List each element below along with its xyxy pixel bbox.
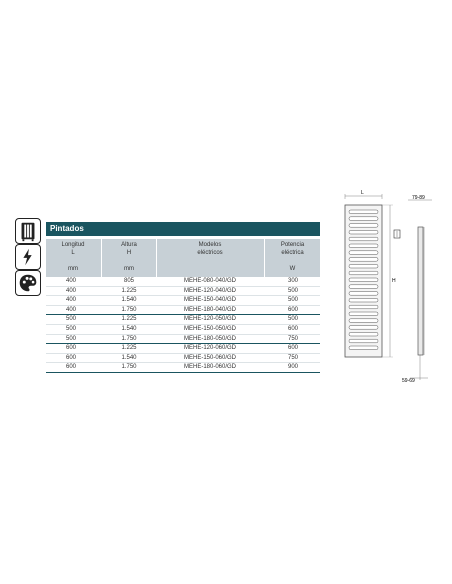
table-cell: 600 xyxy=(65,354,76,361)
table-cell: 500 xyxy=(287,287,298,294)
table-cell: MEHE-120-060/GD xyxy=(183,345,237,352)
table-body xyxy=(46,277,320,373)
table-cell: 400 xyxy=(65,278,76,284)
table-cell: 500 xyxy=(287,316,298,323)
table-cell: MEHE-180-060/GD xyxy=(183,364,237,371)
spec-table xyxy=(46,222,320,373)
table-cell: 1.750 xyxy=(121,335,137,342)
table-row xyxy=(46,306,320,316)
table-cell: 600 xyxy=(287,306,298,313)
table-cell: 900 xyxy=(287,364,298,371)
table-cell: MEHE-150-040/GD xyxy=(183,297,237,304)
color-palette-icon xyxy=(15,270,41,296)
table-cell: 1.540 xyxy=(121,325,137,332)
table-row xyxy=(46,354,320,364)
table-cell: MEHE-180-050/GD xyxy=(183,335,237,342)
header-potencia: Potencia eléctrica W xyxy=(280,242,305,272)
radiator-slats xyxy=(349,210,378,350)
table-cell: 1.750 xyxy=(121,306,137,313)
table-cell: 1.540 xyxy=(121,297,137,304)
electric-bolt-icon xyxy=(15,244,41,270)
table-row xyxy=(46,277,320,287)
table-cell: 500 xyxy=(65,335,76,342)
header-modelos: Modelos eléctricos xyxy=(197,242,223,256)
table-header xyxy=(46,239,320,277)
table-row xyxy=(46,315,320,325)
dimension-l: L xyxy=(361,190,364,196)
table-cell: 600 xyxy=(65,345,76,352)
table-cell: 500 xyxy=(65,325,76,332)
table-cell: 805 xyxy=(123,278,134,284)
table-row xyxy=(46,325,320,335)
dimension-h: H xyxy=(392,278,396,284)
table-cell: 500 xyxy=(65,316,76,323)
table-cell: 600 xyxy=(287,345,298,352)
table-row xyxy=(46,287,320,297)
table-cell: 500 xyxy=(287,297,298,304)
radiator-icon xyxy=(15,218,41,244)
table-cell: 750 xyxy=(287,354,298,361)
table-cell: 1.750 xyxy=(121,364,137,371)
table-cell: 400 xyxy=(65,287,76,294)
table-cell: 400 xyxy=(65,306,76,313)
table-row xyxy=(46,335,320,345)
table-cell: MEHE-080-040/GD xyxy=(183,278,237,284)
table-title: Pintados xyxy=(46,222,320,236)
table-cell: 1.225 xyxy=(121,345,137,352)
table-cell: 1.225 xyxy=(121,287,137,294)
dimension-depth: 79-89 xyxy=(412,195,425,201)
table-cell: 600 xyxy=(65,364,76,371)
header-altura: Altura H mm xyxy=(121,242,137,272)
table-cell: MEHE-180-040/GD xyxy=(183,306,237,313)
table-cell: 600 xyxy=(287,325,298,332)
table-cell: MEHE-150-050/GD xyxy=(183,325,237,332)
radiator-technical-drawing xyxy=(330,190,440,400)
dimension-bottom: 59-69 xyxy=(402,378,415,384)
table-row xyxy=(46,363,320,373)
table-cell: MEHE-120-040/GD xyxy=(183,287,237,294)
header-longitud: Longitud L mm xyxy=(61,242,85,272)
table-cell: 1.225 xyxy=(121,316,137,323)
table-row xyxy=(46,296,320,306)
table-cell: 400 xyxy=(65,297,76,304)
table-cell: 1.540 xyxy=(121,354,137,361)
table-cell: MEHE-120-050/GD xyxy=(183,316,237,323)
table-cell: 300 xyxy=(287,278,298,284)
table-row xyxy=(46,344,320,354)
table-cell: MEHE-150-060/GD xyxy=(183,354,237,361)
table-cell: 750 xyxy=(287,335,298,342)
